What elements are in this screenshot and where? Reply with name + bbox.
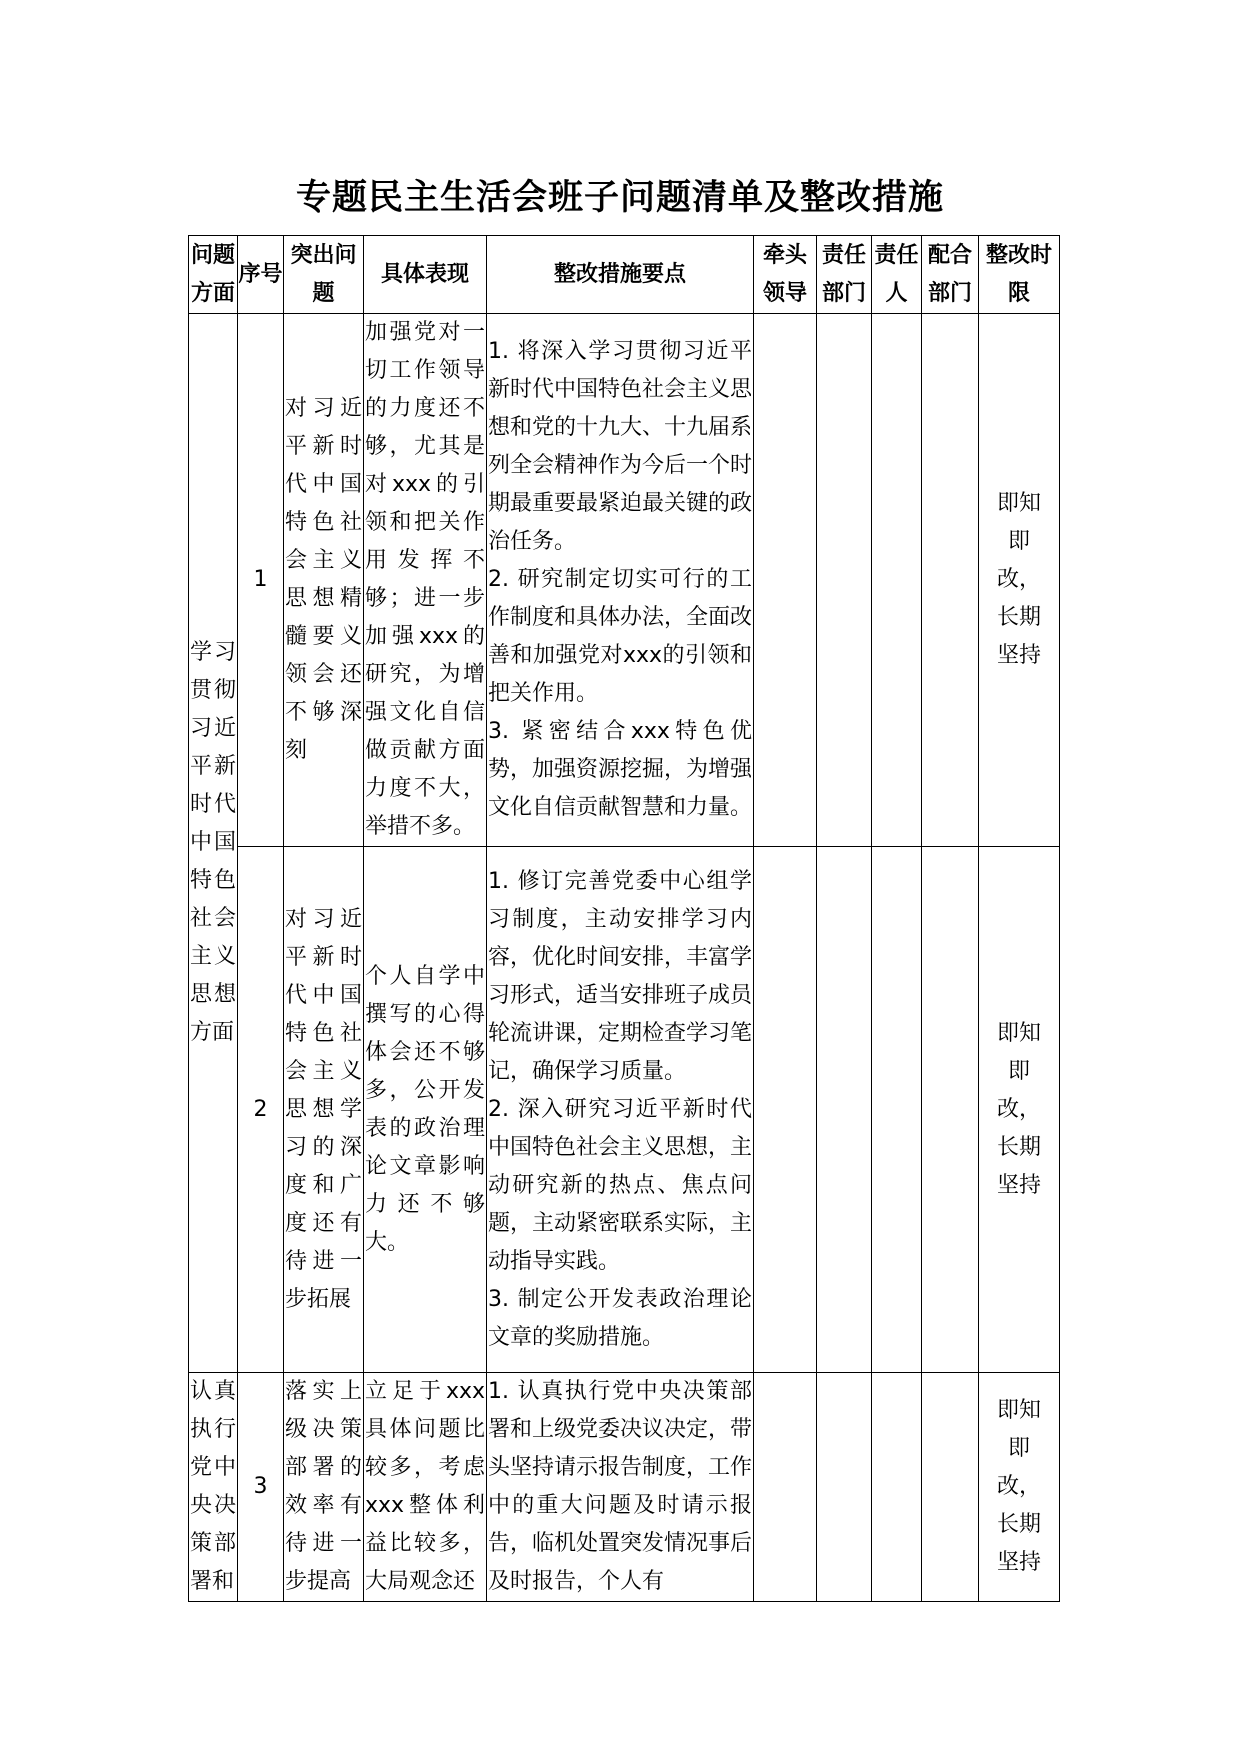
measures-cell: 1. 将深入学习贯彻习近平新时代中国特色社会主义思想和党的十九大、十九届系列全会精神作为今后一个时期最重要最紧迫最关键的政治任务。 2. 研究制定切实可行的工作制度和具体办法，全面改善和加强党对xxx的引领和把关作用。 3. 紧密结合xxx特色优势，加强资源挖掘，为增强文化自信贡献智慧和力量。	[487, 314, 754, 847]
detail-cell: 个人自学中撰写的心得体会还不够多，公开发表的政治理论文章影响力还不够大。	[364, 847, 487, 1373]
aspect-cell: 学习贯彻习近平新时代中国特色社会主义思想方面	[189, 314, 238, 1373]
header-deadline: 整改时限	[979, 236, 1060, 314]
measures-cell: 1. 修订完善党委中心组学习制度，主动安排学习内容，优化时间安排，丰富学习形式，适当安排班子成员轮流讲课，定期检查学习笔记，确保学习质量。 2. 深入研究习近平新时代中国特色社会主义思想，主动研究新的热点、焦点问题，主动紧密联系实际，主动指导实践。 3. 制定公开发表政治理论文章的奖励措施。	[487, 847, 754, 1373]
measures-cell: 1. 认真执行党中央决策部署和上级党委决议决定，带头坚持请示报告制度，工作中的重大问题及时请示报告，临机处置突发情况事后及时报告，个人有	[487, 1373, 754, 1602]
page-title: 专题民主生活会班子问题清单及整改措施	[295, 178, 944, 218]
leader-cell	[754, 314, 817, 847]
issue-table	[188, 235, 1060, 1602]
person-cell	[872, 1373, 922, 1602]
header-detail: 具体表现	[364, 236, 487, 314]
header-seq: 序号	[238, 236, 284, 314]
dept-cell	[817, 314, 872, 847]
issue-cell: 对习近平新时代中国特色社会主义思想精髓要义领会还不够深刻	[284, 314, 364, 847]
detail-cell: 立足于xxx具体问题比较多，考虑xxx整体利益比较多，大局观念还	[364, 1373, 487, 1602]
coop-cell	[922, 1373, 979, 1602]
deadline-cell: 即知即改，长期坚持	[979, 1373, 1060, 1602]
aspect-cell: 认真执行党中央决策部署和	[189, 1373, 238, 1602]
header-dept: 责任部门	[817, 236, 872, 314]
detail-cell: 加强党对一切工作领导的力度还不够，尤其是对xxx的引领和把关作用发挥不够；进一步加强xxx的研究，为增强文化自信做贡献方面力度不大，举措不多。	[364, 314, 487, 847]
table-row	[189, 847, 1060, 1373]
table-header-row	[189, 236, 1060, 314]
header-issue: 突出问题	[284, 236, 364, 314]
leader-cell	[754, 1373, 817, 1602]
header-leader: 牵头领导	[754, 236, 817, 314]
person-cell	[872, 314, 922, 847]
issue-cell: 落实上级决策部署的效率有待进一步提高	[284, 1373, 364, 1602]
coop-cell	[922, 847, 979, 1373]
deadline-cell: 即知即改，长期坚持	[979, 314, 1060, 847]
leader-cell	[754, 847, 817, 1373]
header-coop: 配合部门	[922, 236, 979, 314]
header-person: 责任人	[872, 236, 922, 314]
deadline-cell: 即知即改，长期坚持	[979, 847, 1060, 1373]
seq-cell: 1	[238, 314, 284, 847]
seq-cell: 3	[238, 1373, 284, 1602]
person-cell	[872, 847, 922, 1373]
header-aspect: 问题方面	[189, 236, 238, 314]
issue-cell: 对习近平新时代中国特色社会主义思想学习的深度和广度还有待进一步拓展	[284, 847, 364, 1373]
dept-cell	[817, 847, 872, 1373]
table-row	[189, 1373, 1060, 1602]
header-measures: 整改措施要点	[487, 236, 754, 314]
dept-cell	[817, 1373, 872, 1602]
table-row	[189, 314, 1060, 847]
coop-cell	[922, 314, 979, 847]
seq-cell: 2	[238, 847, 284, 1373]
